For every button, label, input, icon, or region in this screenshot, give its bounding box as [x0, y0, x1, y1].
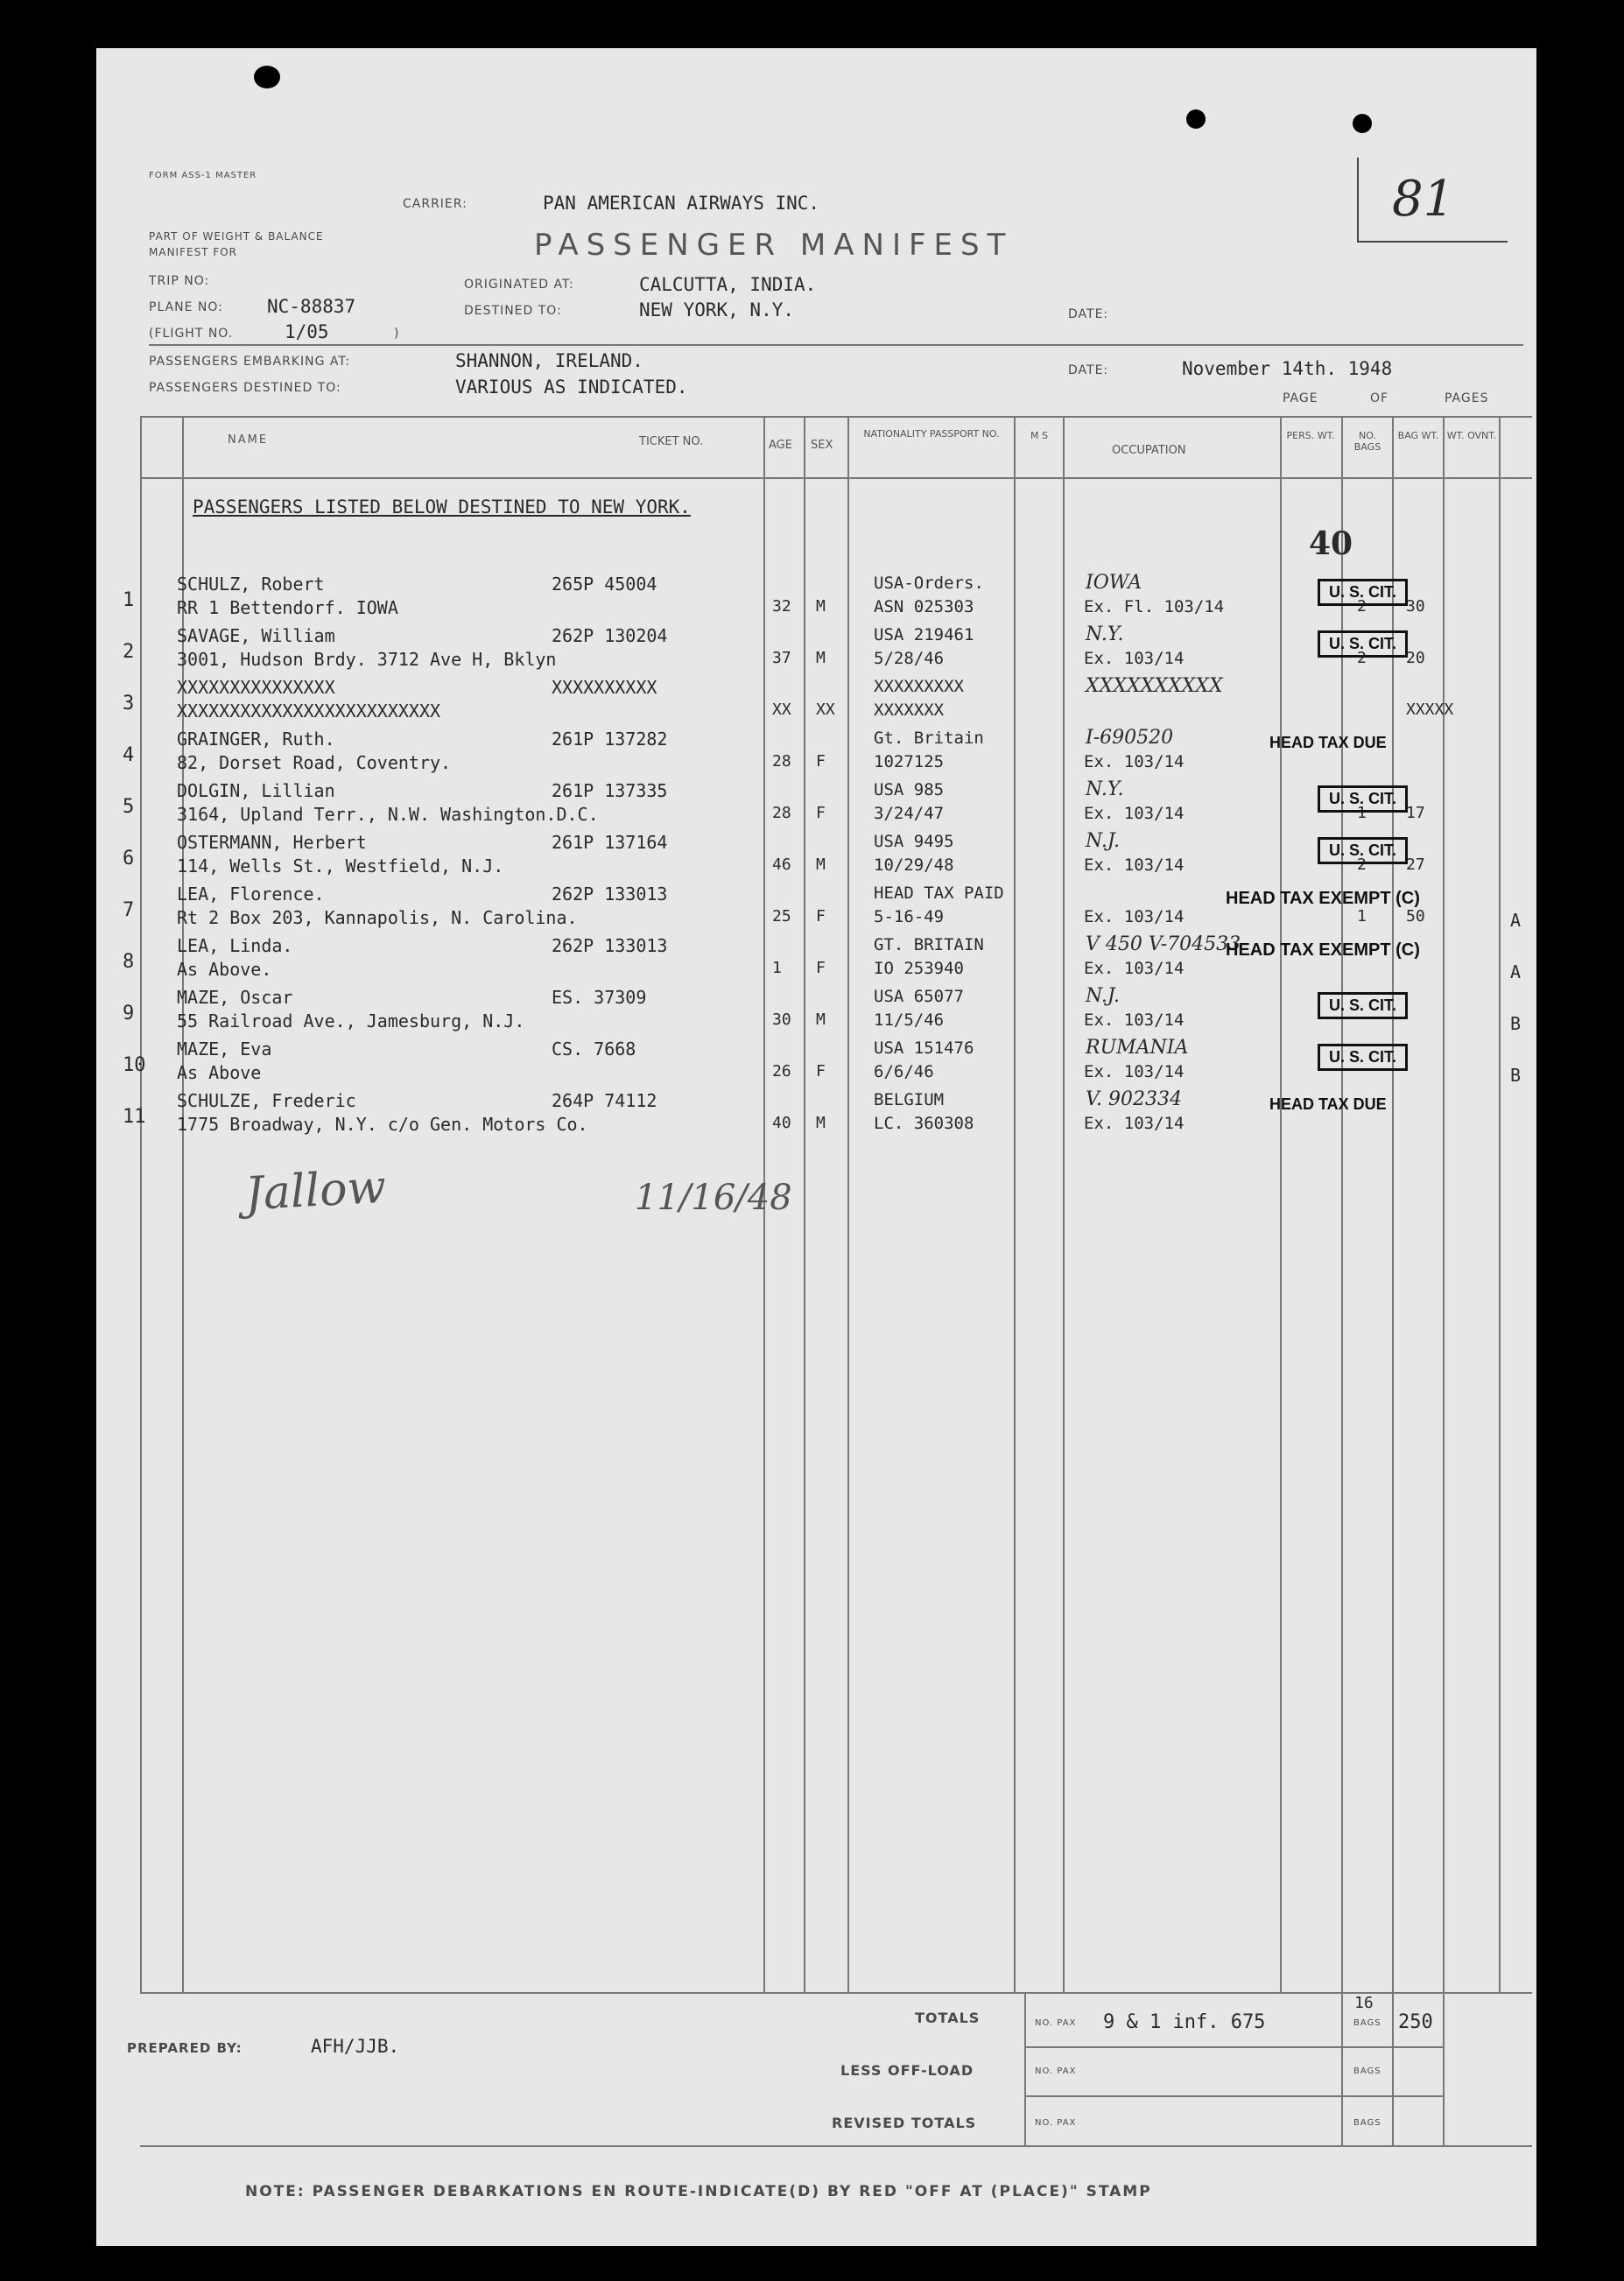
- passenger-name: SCHULZE, Frederic: [177, 1090, 356, 1111]
- form-id: FORM ASS-1 MASTER: [149, 171, 257, 180]
- col-header-name: NAME: [228, 433, 269, 447]
- bag-weight: 30: [1406, 597, 1425, 616]
- bags-label-1: BAGS: [1353, 2018, 1381, 2028]
- status-stamp: HEAD TAX DUE: [1269, 734, 1387, 751]
- passenger-name: MAZE, Eva: [177, 1038, 272, 1060]
- bag-weight: XXXXX: [1406, 700, 1454, 719]
- ticket-number: 265P 45004: [552, 574, 657, 595]
- ticket-number: 261P 137164: [552, 832, 668, 853]
- bags-label-2: BAGS: [1353, 2066, 1381, 2076]
- col-line: [847, 416, 849, 1992]
- passenger-address: Rt 2 Box 203, Kannapolis, N. Carolina.: [177, 907, 578, 928]
- col-line: [1014, 416, 1016, 1992]
- totals-bags: 16: [1354, 1994, 1374, 2012]
- status-stamp: U. S. CIT.: [1318, 837, 1408, 864]
- nationality-line1: XXXXXXXXX: [874, 677, 964, 696]
- destined-pax-value: VARIOUS AS INDICATED.: [455, 377, 688, 398]
- passenger-name: MAZE, Oscar: [177, 987, 293, 1008]
- flight-no-close: ): [394, 327, 400, 341]
- occupation-line2: Ex. 103/14: [1084, 855, 1185, 875]
- row-number: 9: [123, 1003, 135, 1024]
- passenger-name: DOLGIN, Lillian: [177, 780, 335, 801]
- no-pax-label-3: NO. PAX: [1035, 2118, 1077, 2128]
- passenger-name: XXXXXXXXXXXXXXX: [177, 677, 335, 698]
- row-number: 10: [123, 1054, 146, 1076]
- passenger-address: 55 Railroad Ave., Jamesburg, N.J.: [177, 1010, 525, 1031]
- class-code: B: [1510, 1065, 1522, 1086]
- col-header-bag-wt: BAG WT.: [1397, 430, 1439, 441]
- section-note: PASSENGERS LISTED BELOW DESTINED TO NEW YORK.: [193, 496, 691, 517]
- trip-no-label: TRIP NO:: [149, 274, 210, 288]
- passenger-name: SCHULZ, Robert: [177, 574, 325, 595]
- col-line: [1499, 416, 1501, 1992]
- occupation-line2: Ex. 103/14: [1084, 804, 1185, 823]
- header-rule: [149, 344, 1523, 346]
- nationality-line1: GT. BRITAIN: [874, 935, 984, 954]
- nationality-line1: BELGIUM: [874, 1090, 945, 1109]
- row-number: 7: [123, 899, 135, 921]
- nationality-line1: USA-Orders.: [874, 574, 984, 593]
- age: 28: [772, 804, 791, 822]
- age: 26: [772, 1062, 791, 1081]
- passenger-name: LEA, Florence.: [177, 884, 325, 905]
- occupation-line1: I-690520: [1086, 727, 1174, 749]
- bag-weight: 20: [1406, 649, 1425, 667]
- date-value: November 14th. 1948: [1182, 358, 1393, 379]
- passenger-address: XXXXXXXXXXXXXXXXXXXXXXXXX: [177, 700, 441, 722]
- occupation-line1: N.J.: [1086, 830, 1120, 852]
- age: 30: [772, 1010, 791, 1029]
- age: 1: [772, 959, 782, 977]
- sex: F: [816, 959, 826, 977]
- col-line: [804, 416, 805, 1992]
- occupation-line1: RUMANIA: [1086, 1037, 1189, 1059]
- ticket-number: ES. 37309: [552, 987, 647, 1008]
- status-stamp: U. S. CIT.: [1318, 579, 1408, 606]
- plane-no-label: PLANE NO:: [149, 300, 223, 314]
- signature: Jallow: [243, 1160, 388, 1221]
- carrier-value: PAN AMERICAN AIRWAYS INC.: [543, 193, 820, 214]
- manifest-title: PASSENGER MANIFEST: [534, 228, 1014, 263]
- status-stamp: HEAD TAX EXEMPT (C): [1226, 940, 1420, 960]
- bag-weight: 17: [1406, 804, 1425, 822]
- passport-line2: 5-16-49: [874, 907, 945, 926]
- nationality-line1: USA 151476: [874, 1038, 974, 1058]
- occupation-line2: Ex. Fl. 103/14: [1084, 597, 1225, 616]
- passport-line2: LC. 360308: [874, 1114, 974, 1133]
- carrier-label: CARRIER:: [403, 197, 468, 211]
- passport-line2: 1027125: [874, 752, 945, 771]
- row-number: 1: [123, 589, 135, 611]
- status-stamp: U. S. CIT.: [1318, 630, 1408, 658]
- occupation-line1: IOWA: [1086, 572, 1142, 594]
- col-header-age: AGE: [769, 439, 792, 452]
- col-line: [1280, 416, 1282, 1992]
- totals-col-line: [1024, 1992, 1026, 2145]
- passenger-name: OSTERMANN, Herbert: [177, 832, 367, 853]
- sex: F: [816, 907, 826, 926]
- bag-count-handwritten: 40: [1309, 525, 1353, 562]
- bag-weight: 27: [1406, 855, 1425, 874]
- manifest-for-label: MANIFEST FOR: [149, 246, 238, 258]
- col-line: [1443, 416, 1445, 1992]
- destined-label: DESTINED TO:: [464, 304, 562, 318]
- passenger-address: RR 1 Bettendorf. IOWA: [177, 597, 398, 618]
- ticket-number: 261P 137282: [552, 729, 668, 750]
- totals-col-line: [1341, 1992, 1343, 2145]
- occupation-line2: Ex. 103/14: [1084, 649, 1185, 668]
- col-header-pers-wt: PERS. WT.: [1286, 430, 1335, 441]
- occupation-line1: V. 902334: [1086, 1088, 1183, 1110]
- age: 40: [772, 1114, 791, 1132]
- ticket-number: 262P 133013: [552, 935, 668, 956]
- occupation-line2: Ex. 103/14: [1084, 1010, 1185, 1030]
- flight-no-value: 1/05: [285, 321, 329, 342]
- occupation-line1: V 450 V-704533: [1086, 933, 1241, 955]
- passenger-address: 3164, Upland Terr., N.W. Washington.D.C.: [177, 804, 599, 825]
- passport-line2: XXXXXXX: [874, 700, 945, 720]
- flight-no-label: (FLIGHT NO.: [149, 327, 234, 341]
- ticket-number: 262P 130204: [552, 625, 668, 646]
- no-pax-label-1: NO. PAX: [1035, 2018, 1077, 2028]
- ticket-number: 261P 137335: [552, 780, 668, 801]
- of-label: OF: [1370, 391, 1389, 405]
- row-number: 5: [123, 796, 135, 818]
- sex: F: [816, 804, 826, 822]
- table-top-rule: [140, 416, 1532, 418]
- totals-col-line: [1392, 1992, 1394, 2145]
- row-number: 8: [123, 951, 135, 973]
- signature-date: 11/16/48: [635, 1178, 792, 1218]
- age: XX: [772, 700, 791, 719]
- class-code: A: [1510, 961, 1522, 982]
- ticket-number: 264P 74112: [552, 1090, 657, 1111]
- row-number: 4: [123, 744, 135, 766]
- occupation-line1: XXXXXXXXXX: [1086, 675, 1223, 697]
- occupation-line2: Ex. 103/14: [1084, 959, 1185, 978]
- nationality-line1: USA 9495: [874, 832, 954, 851]
- totals-col-line: [1443, 1992, 1445, 2145]
- status-stamp: HEAD TAX EXEMPT (C): [1226, 889, 1420, 908]
- table-header-rule: [140, 477, 1532, 479]
- destined-pax-label: PASSENGERS DESTINED TO:: [149, 381, 341, 395]
- passport-line2: 10/29/48: [874, 855, 954, 875]
- totals-value: 9 & 1 inf. 675: [1103, 2011, 1266, 2033]
- totals-rule-3: [1024, 2095, 1445, 2097]
- occupation-line2: Ex. 103/14: [1084, 1062, 1185, 1081]
- punch-hole: [254, 66, 280, 88]
- passenger-name: SAVAGE, William: [177, 625, 335, 646]
- passport-line2: 5/28/46: [874, 649, 945, 668]
- sex: M: [816, 649, 826, 667]
- col-header-ticket: TICKET NO.: [639, 435, 704, 448]
- totals-rule-2: [1024, 2046, 1445, 2048]
- no-bags: 1: [1357, 907, 1367, 926]
- passenger-address: 114, Wells St., Westfield, N.J.: [177, 855, 504, 876]
- ticket-number: CS. 7668: [552, 1038, 636, 1060]
- age: 46: [772, 855, 791, 874]
- no-bags: 2: [1357, 597, 1367, 616]
- no-bags: 2: [1357, 649, 1367, 667]
- bags-label-3: BAGS: [1353, 2118, 1381, 2128]
- originated-value: CALCUTTA, INDIA.: [639, 274, 817, 295]
- col-header-no-bags: NO. BAGS: [1353, 430, 1381, 453]
- col-header-occupation: OCCUPATION: [1112, 444, 1186, 457]
- col-line: [140, 416, 142, 1992]
- nationality-line1: USA 65077: [874, 987, 964, 1006]
- prepared-value: AFH/JJB.: [311, 2036, 400, 2057]
- part-of-label: PART OF WEIGHT & BALANCE: [149, 230, 324, 243]
- page-label: PAGE: [1283, 391, 1318, 405]
- nationality-line1: USA 985: [874, 780, 945, 799]
- footer-note: NOTE: PASSENGER DEBARKATIONS EN ROUTE-INDICATE(D) BY RED "OFF AT (PLACE)" STAMP: [245, 2183, 1152, 2200]
- col-header-ms: M S: [1030, 430, 1048, 441]
- sex: M: [816, 1114, 826, 1132]
- col-header-wt-ovnt: WT. OVNT.: [1446, 430, 1497, 441]
- occupation-line2: Ex. 103/14: [1084, 907, 1185, 926]
- totals-bag-weight: 250: [1398, 2011, 1433, 2033]
- sex: M: [816, 597, 826, 616]
- status-stamp: U. S. CIT.: [1318, 1044, 1408, 1071]
- row-number: 6: [123, 848, 135, 869]
- totals-label: TOTALS: [915, 2010, 981, 2026]
- no-bags: 2: [1357, 855, 1367, 874]
- occupation-line2: Ex. 103/14: [1084, 1114, 1185, 1133]
- sex: M: [816, 1010, 826, 1029]
- plane-no-value: NC-88837: [267, 296, 356, 317]
- occupation-line1: N.Y.: [1086, 778, 1124, 800]
- pages-label: PAGES: [1445, 391, 1489, 405]
- date-label-2: DATE:: [1068, 363, 1109, 377]
- col-line: [1063, 416, 1065, 1992]
- bag-weight: 50: [1406, 907, 1425, 926]
- passport-line2: IO 253940: [874, 959, 964, 978]
- col-header-nationality: NATIONALITY PASSPORT NO.: [863, 428, 1000, 440]
- occupation-line1: N.Y.: [1086, 623, 1124, 645]
- age: 28: [772, 752, 791, 771]
- nationality-line1: HEAD TAX PAID: [874, 884, 1004, 903]
- no-bags: 1: [1357, 804, 1367, 822]
- destined-value: NEW YORK, N.Y.: [639, 299, 795, 320]
- passenger-name: GRAINGER, Ruth.: [177, 729, 335, 750]
- date-label-1: DATE:: [1068, 307, 1109, 321]
- prepared-label: PREPARED BY:: [127, 2040, 243, 2056]
- row-number: 11: [123, 1106, 146, 1128]
- occupation-line1: N.J.: [1086, 985, 1120, 1007]
- status-stamp: U. S. CIT.: [1318, 992, 1408, 1019]
- row-number: 3: [123, 693, 135, 715]
- passport-line2: ASN 025303: [874, 597, 974, 616]
- sex: F: [816, 1062, 826, 1081]
- offload-label: LESS OFF-LOAD: [840, 2062, 974, 2079]
- passport-line2: 6/6/46: [874, 1062, 934, 1081]
- age: 37: [772, 649, 791, 667]
- sex: XX: [816, 700, 835, 719]
- class-code: B: [1510, 1013, 1522, 1034]
- totals-top-rule: [140, 1992, 1532, 1994]
- originated-label: ORIGINATED AT:: [464, 278, 574, 292]
- age: 32: [772, 597, 791, 616]
- embarking-value: SHANNON, IRELAND.: [455, 350, 643, 371]
- passenger-address: 82, Dorset Road, Coventry.: [177, 752, 452, 773]
- manifest-sheet: [96, 48, 1536, 2246]
- passenger-address: 1775 Broadway, N.Y. c/o Gen. Motors Co.: [177, 1114, 588, 1135]
- totals-bottom-rule: [140, 2145, 1532, 2147]
- nationality-line1: Gt. Britain: [874, 729, 984, 748]
- class-code: A: [1510, 910, 1522, 931]
- punch-hole: [1186, 109, 1206, 129]
- sex: M: [816, 855, 826, 874]
- page-number-handwritten: 81: [1392, 171, 1455, 228]
- punch-hole: [1353, 114, 1372, 133]
- passenger-address: 3001, Hudson Brdy. 3712 Ave H, Bklyn: [177, 649, 557, 670]
- occupation-line2: Ex. 103/14: [1084, 752, 1185, 771]
- sex: F: [816, 752, 826, 771]
- status-stamp: U. S. CIT.: [1318, 785, 1408, 813]
- row-number: 2: [123, 641, 135, 663]
- passenger-name: LEA, Linda.: [177, 935, 293, 956]
- ticket-number: XXXXXXXXXX: [552, 677, 657, 698]
- passport-line2: 11/5/46: [874, 1010, 945, 1030]
- passenger-address: As Above.: [177, 959, 272, 980]
- nationality-line1: USA 219461: [874, 625, 974, 644]
- passenger-address: As Above: [177, 1062, 262, 1083]
- passport-line2: 3/24/47: [874, 804, 945, 823]
- ticket-number: 262P 133013: [552, 884, 668, 905]
- revised-label: REVISED TOTALS: [832, 2115, 977, 2131]
- no-pax-label-2: NO. PAX: [1035, 2066, 1077, 2076]
- status-stamp: HEAD TAX DUE: [1269, 1095, 1387, 1113]
- col-header-sex: SEX: [811, 439, 833, 452]
- embarking-label: PASSENGERS EMBARKING AT:: [149, 355, 351, 369]
- age: 25: [772, 907, 791, 926]
